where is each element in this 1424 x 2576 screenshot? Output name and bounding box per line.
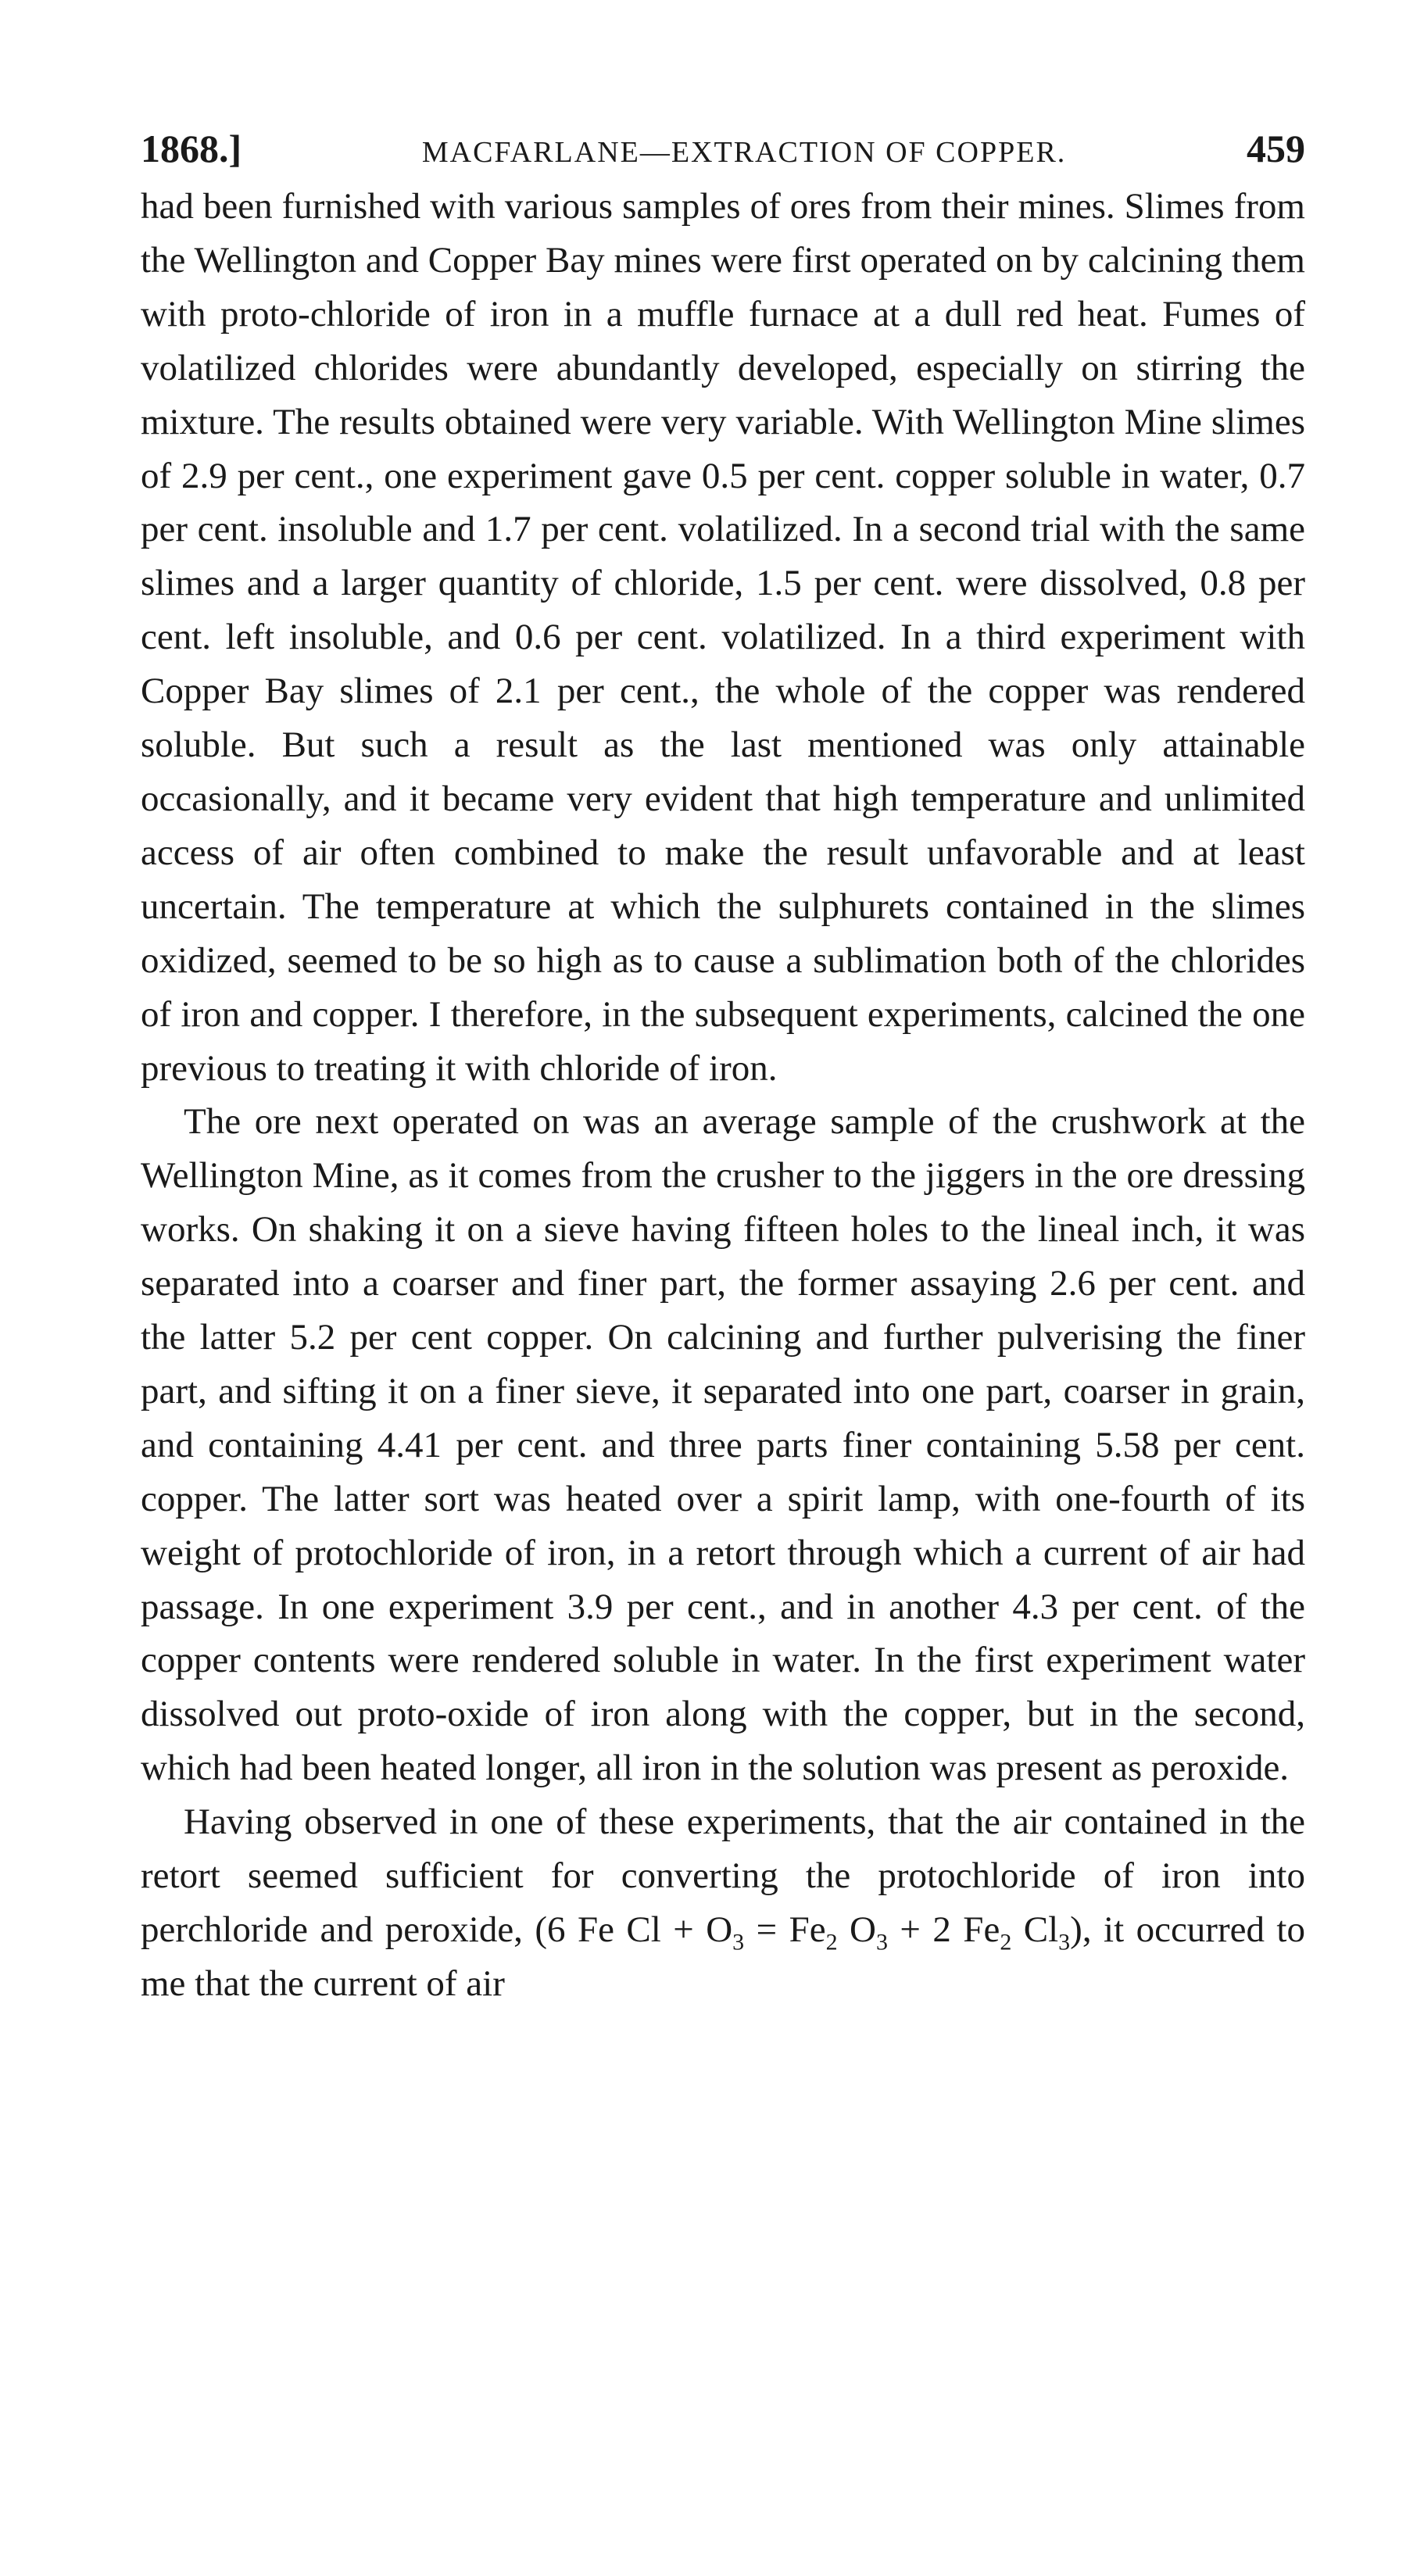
page-number: 459 (1247, 127, 1305, 170)
running-head (141, 117, 1305, 180)
paragraph-2: The ore next operated on was an average sample of the crushwork at the Wellington Mine, as it comes from the crusher to the jiggers in the ore dressing works. On shaking it on a sieve having fifteen holes to the lineal inch, it was separated into a coarser and finer part, the former assaying 2.6 per cent. and the latter 5.2 per cent copper. On calcining and further pulverising the finer part, and sifting it on a finer sieve, it separated into one part, coarser in grain, and containing 4.41 per cent. and three parts finer containing 5.58 per cent. copper. The latter sort was heated over a spirit lamp, with one-fourth of its weight of protochloride of iron, in a retort through which a current of air had passage. In one experiment 3.9 per cent., and in another 4.3 per cent. of the copper contents were rendered soluble in water. In the first experiment water dissolved out proto-oxide of iron along with the copper, but in the second, which had been heated longer, all iron in the solution was present as peroxide. (141, 1101, 1305, 1789)
paragraph-1: had been furnished with various samples of ores from their mines. Slimes from the Wellington and Copper Bay mines were first operated on by calcining them with proto-chloride of iron in a muffle furnace at a dull red heat. Fumes of volatilized chlorides were abundantly developed, especially on stirring the mixture. The results obtained were very variable. With Wellington Mine slimes of 2.9 per cent., one experiment gave 0.5 per cent. copper soluble in water, 0.7 per cent. insoluble and 1.7 per cent. volatilized. In a second trial with the same slimes and a larger quantity of chloride, 1.5 per cent. were dissolved, 0.8 per cent. left insoluble, and 0.6 per cent. volatilized. In a third experiment with Copper Bay slimes of 2.1 per cent., the whole of the copper was rendered soluble. But such a result as the last mentioned was only attainable occasionally, and it became very evident that high temperature and unlimited access of air often combined to make the result unfavorable and at least uncertain. The temperature at which the sulphurets contained in the slimes oxidized, seemed to be so high as to cause a sublimation both of the chlorides of iron and copper. I therefore, in the subsequent experiments, calcined the one previous to treating it with chloride of iron. (141, 186, 1305, 1089)
paragraph-3-text-b: = Fe (744, 1909, 826, 1950)
subscript: 3 (875, 1929, 888, 1955)
paragraph-3-text-d: + 2 Fe (887, 1909, 1000, 1950)
subscript: 2 (1000, 1929, 1012, 1955)
paragraph-3-text-c: O (837, 1909, 876, 1950)
book-page (141, 117, 1305, 2011)
subscript: 3 (732, 1929, 745, 1955)
body-text (141, 180, 1305, 2011)
header-year: 1868.] (141, 127, 242, 170)
paragraph-3-text-e: Cl (1011, 1909, 1059, 1950)
paragraph-3-text-f: ), it occurred to me that the current of air (141, 1909, 1305, 2004)
header-title: MACFARLANE—EXTRACTION OF COPPER. (421, 136, 1067, 169)
subscript: 3 (1058, 1929, 1071, 1955)
paragraph-3 (141, 1795, 1305, 2011)
paragraph-3-text-a: Having observed in one of these experiments, that the air contained in the retort seemed sufficient for converting the protochloride of iron into perchloride and peroxide, (6 Fe Cl + O (141, 1801, 1305, 1950)
subscript: 2 (825, 1929, 838, 1955)
